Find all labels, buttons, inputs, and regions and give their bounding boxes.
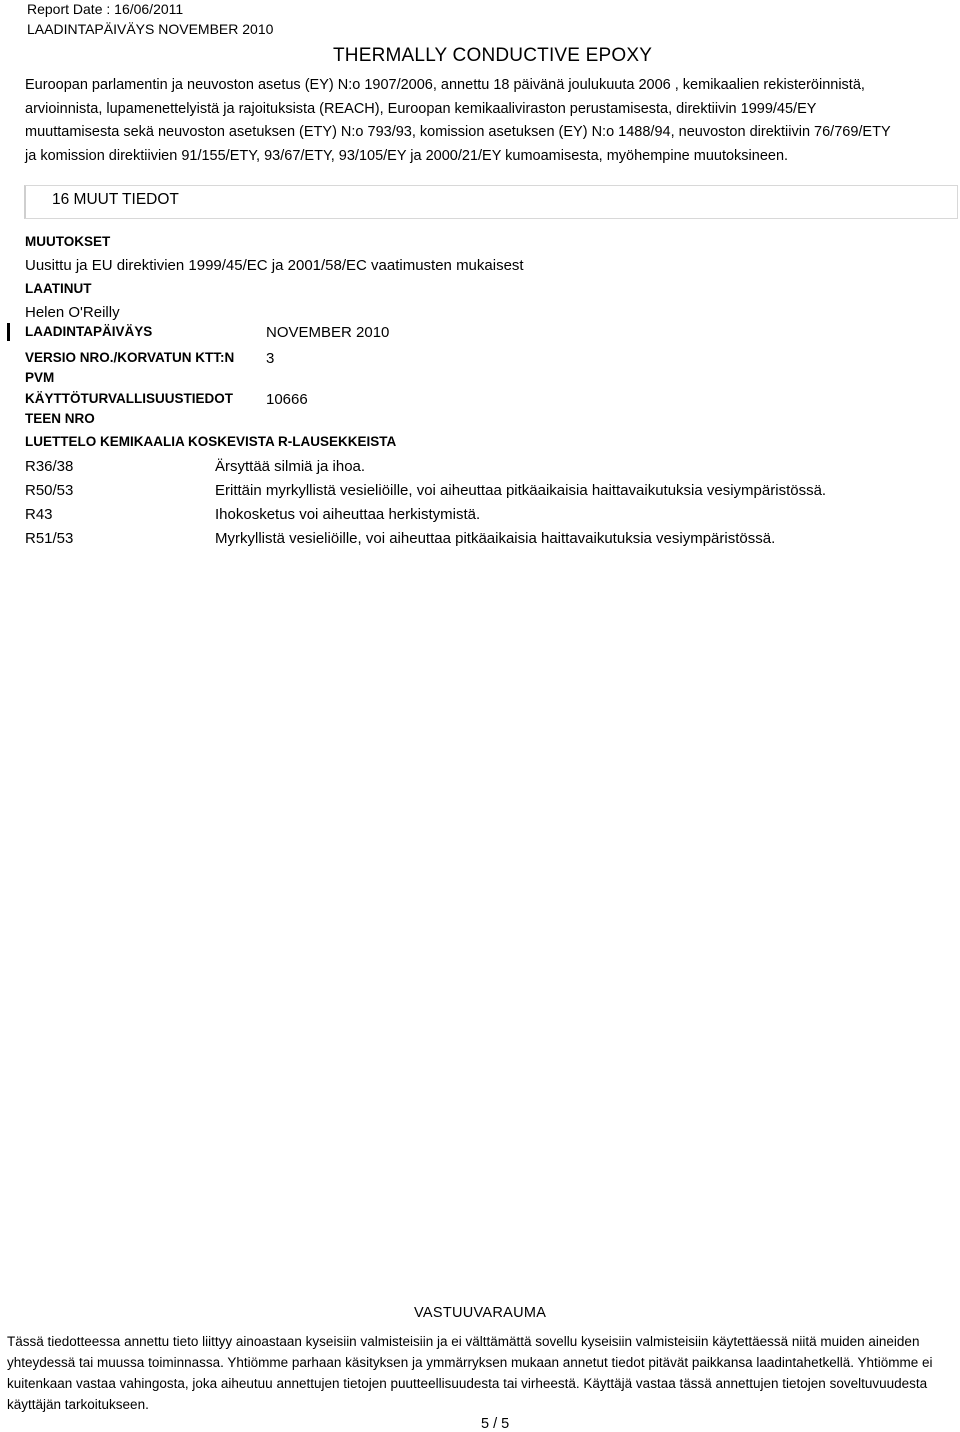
regulation-paragraph: Euroopan parlamentin ja neuvoston asetus (EY) N:o 1907/2006, annettu 18 päivänä joulukuuta 2006 , kemikaalien rekisteröinnistä, arvioinnista, lupamenettelyistä ja rajoituksista (REACH), Euroopan kemikaaliviraston perustamisesta, direktiivin 1999/45/EY muuttamisesta sekä neuvoston asetuksen (ETY) N:o 793/93, komission asetuksen (EY) N:o 1488/94, neuvoston direktiivin 76/769/ETY ja komission direktiivien 91/155/ETY, 93/67/ETY, 93/105/EY ja 2000/21/EY kumoamisesta, myöhempine muutoksineen. — [25, 77, 891, 164]
disclaimer-title: VASTUUVARAUMA — [414, 1305, 547, 1321]
version-label: VERSIO NRO./KORVATUN KTT:N — [25, 350, 235, 365]
r-phrase-code: R43 — [25, 506, 53, 523]
r-phrase-code: R50/53 — [25, 482, 74, 499]
date-value: NOVEMBER 2010 — [266, 324, 390, 341]
msds-number-label: KÄYTTÖTURVALLISUUSTIEDOT — [25, 391, 233, 406]
r-phrase-code: R51/53 — [25, 530, 74, 547]
author-value: Helen O'Reilly — [25, 304, 120, 321]
changes-label: MUUTOKSET — [25, 234, 111, 249]
r-phrase-text: Ihokosketus voi aiheuttaa herkistymistä. — [215, 506, 481, 523]
author-label: LAATINUT — [25, 281, 92, 296]
msds-number-value: 10666 — [266, 391, 308, 408]
version-value: 3 — [266, 350, 275, 367]
r-phrase-text: Myrkyllistä vesieliöille, voi aiheuttaa pitkäaikaisia haittavaikutuksia vesiympäristössä. — [215, 530, 776, 547]
version-label-date: PVM — [25, 370, 55, 385]
disclaimer-text: Tässä tiedotteessa annettu tieto liittyy ainoastaan kyseisiin valmisteisiin ja ei välttämättä sovellu kyseisiin valmisteisiin käytettäessä niitä muiden aineiden yhteydessä tai muussa toiminnassa. Yhtiömme parhaan käsityksen ja ymmärryksen mukaan annetut tiedot pitävät paikkansa laadintahetkellä. Yhtiömme ei kuitenkaan vastaa vahingosta, joka aiheutuu annettujen tietojen puutteellisuudesta tai virheestä. Käyttäjä vastaa tässä annettujen tietojen soveltuvuudesta käyttäjän tarkoitukseen. — [7, 1334, 933, 1412]
revision-marker — [7, 323, 10, 341]
r-phrase-code: R36/38 — [25, 458, 74, 475]
changes-value: Uusittu ja EU direktivien 1999/45/EC ja 2001/58/EC vaatimusten mukaisest — [25, 257, 524, 274]
page-number: 5 / 5 — [481, 1416, 510, 1432]
report-date: Report Date : 16/06/2011 — [27, 1, 184, 17]
product-title: THERMALLY CONDUCTIVE EPOXY — [333, 45, 653, 66]
r-phrase-text: Ärsyttää silmiä ja ihoa. — [215, 458, 366, 475]
r-phrase-text: Erittäin myrkyllistä vesieliöille, voi aiheuttaa pitkäaikaisia haittavaikutuksia vesiympäristössä. — [215, 482, 827, 499]
date-label: LAADINTAPÄIVÄYS — [25, 324, 153, 339]
section-title: 16 MUUT TIEDOT — [52, 191, 179, 208]
preparation-date-header: LAADINTAPÄIVÄYS NOVEMBER 2010 — [27, 21, 274, 37]
msds-number-label-line2: TEEN NRO — [25, 411, 95, 426]
r-phrases-label: LUETTELO KEMIKAALIA KOSKEVISTA R-LAUSEKKEISTA — [25, 434, 397, 449]
